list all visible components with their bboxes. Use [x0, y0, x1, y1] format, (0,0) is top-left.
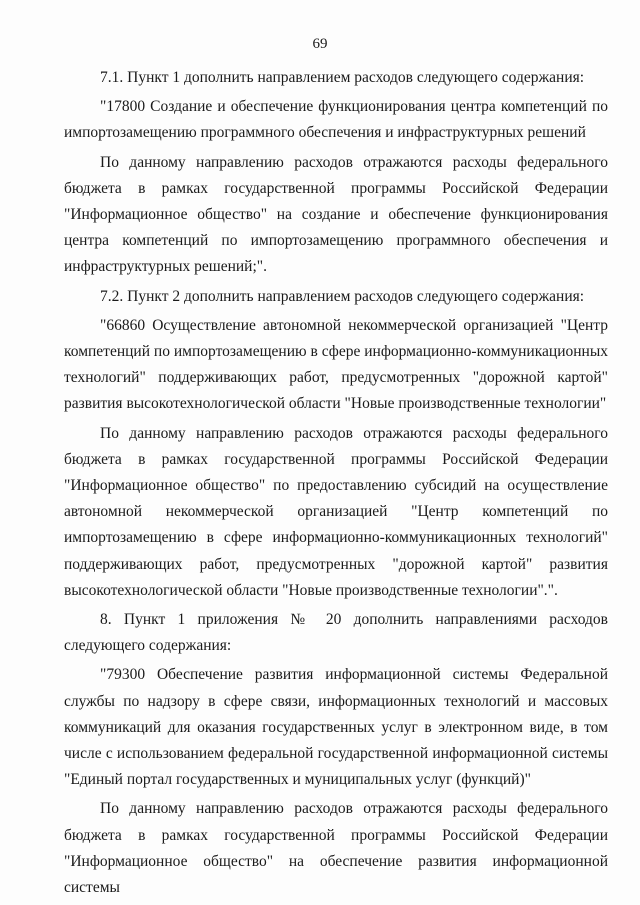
paragraph-79300-description: По данному направлению расходов отражаются расходы федерального бюджета в рамках государственной программы Российской Федерации "Информационное общество" на обеспечение развития информационной системы [64, 800, 608, 897]
paragraph-79300-definition: "79300 Обеспечение развития информационной системы Федеральной службы по надзору в сфере связи, информационных технологий и массовых коммуникаций для оказания государственных услуг в электронном виде, в том числе с использованием федеральной государственной информационной системы "Единый портал государственных и муниципальных услуг (функций)" [64, 666, 608, 789]
paragraph-8-heading: 8. Пункт 1 приложения № 20 дополнить направлениями расходов следующего содержания: [64, 611, 608, 655]
paragraph-7-1-heading: 7.1. Пункт 1 дополнить направлением расходов следующего содержания: [100, 69, 585, 86]
paragraph-7-2-heading: 7.2. Пункт 2 дополнить направлением расходов следующего содержания: [100, 287, 585, 305]
document-body [64, 65, 608, 901]
paragraph-66860-description: По данному направлению расходов отражаются расходы федерального бюджета в рамках государственной программы Российской Федерации "Информационное общество" по предоставлению субсидий на осуществление автономной некоммерческой организацией "Центр компетенций по импортозамещению в сфере информационно-коммуникационных технологий" поддерживающих работ, предусмотренных "дорожной картой" развития высокотехнологической области "Новые производственные технологии".". [64, 424, 608, 599]
paragraph-17800-description: По данному направлению расходов отражаются расходы федерального бюджета в рамках государственной программы Российской Федерации "Информационное общество" на создание и обеспечение функционирования центра компетенций по импортозамещению программного обеспечения и инфраструктурных решений;". [64, 153, 608, 276]
page-number: 69 [312, 36, 328, 52]
paragraph-66860-definition: "66860 Осуществление автономной некоммерческой организацией "Центр компетенций по импортозамещению в сфере информационно-коммуникационных технологий" поддерживающих работ, предусмотренных "дорожной картой" развития высокотехнологической области "Новые производственные технологии" [64, 316, 608, 413]
paragraph-17800-definition: "17800 Создание и обеспечение функционирования центра компетенций по импортозамещению программного обеспечения и инфраструктурных решений [64, 98, 608, 142]
